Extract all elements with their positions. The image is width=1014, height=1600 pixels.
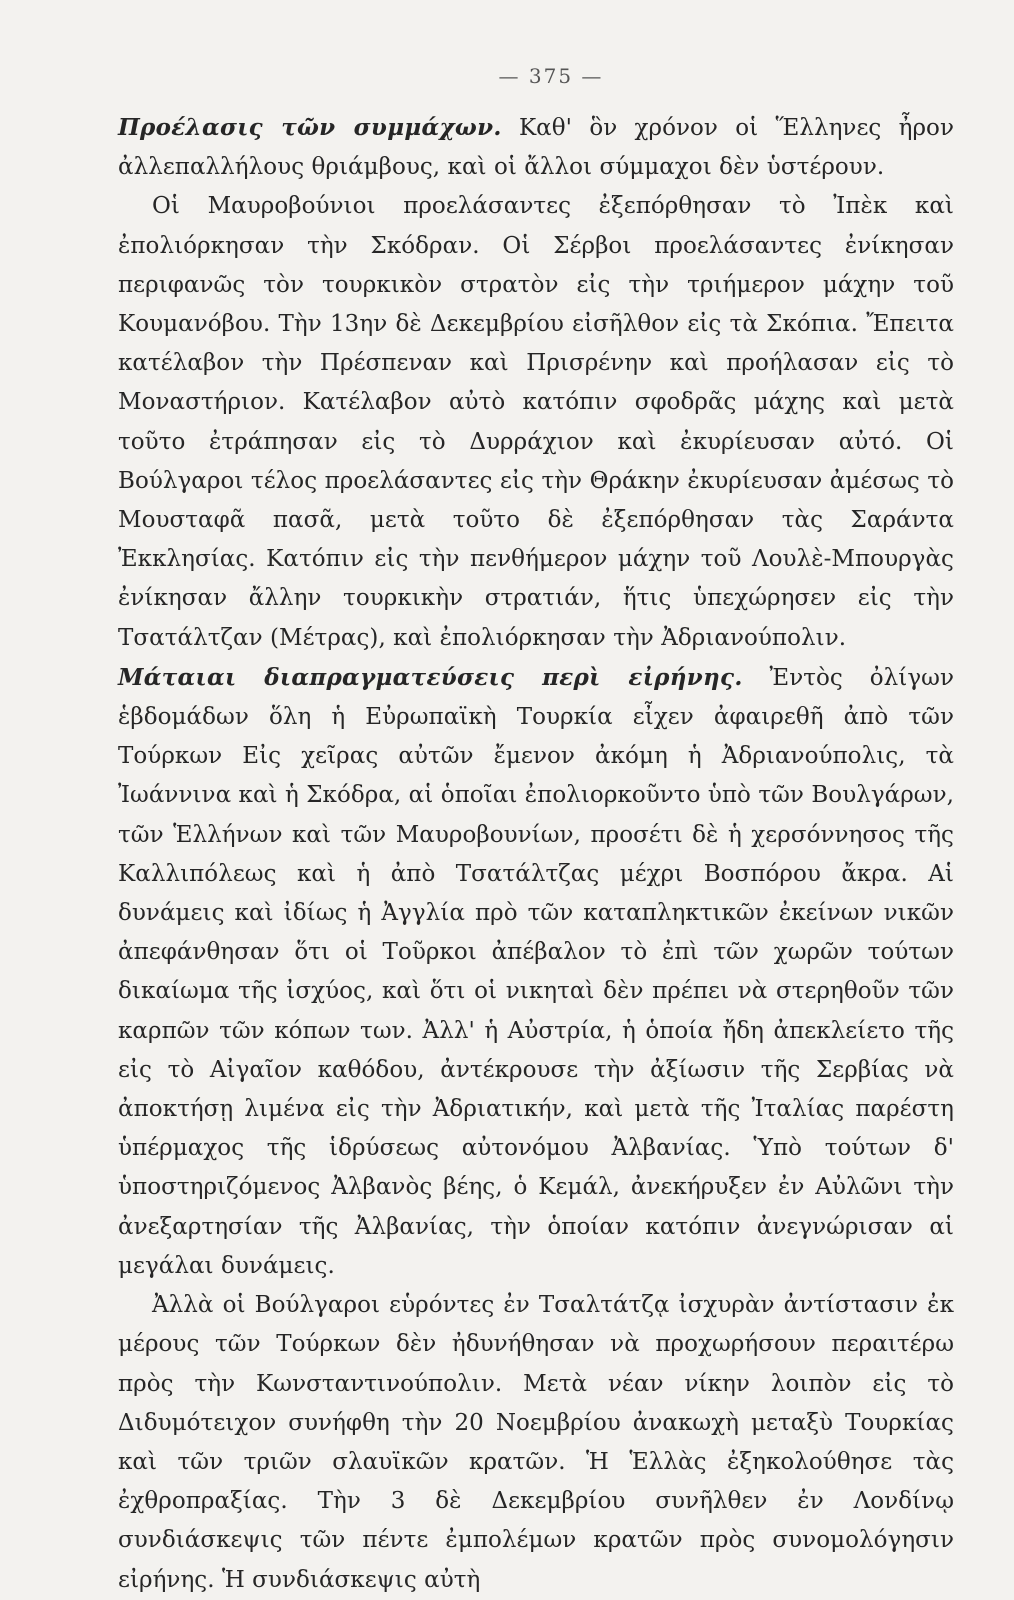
paragraph-allied-advance — [118, 108, 954, 187]
paragraph-text: Ἐντὸς ὀλίγων ἑβδομάδων ὅλη ἡ Εὐρωπαϊκὴ Τουρκία εἶχεν ἀφαιρεθῆ ἀπὸ τῶν Τούρκων Εἰς χεῖρας αὐτῶν ἔμενον ἀκόμη ἡ Ἀδριανούπολις, τὰ Ἰωάννινα καὶ ἡ Σκόδρα, αἱ ὁποῖαι ἐπολιορκοῦντο ὑπὸ τῶν Βουλγάρων, τῶν Ἑλλήνων καὶ τῶν Μαυροβουνίων, προσέτι δὲ ἡ χερσόννησος τῆς Καλλιπόλεως καὶ ἡ ἀπὸ Τσατάλτζας μέχρι Βοσπόρου ἄκρα. Αἱ δυνάμεις καὶ ἰδίως ἡ Ἀγγλία πρὸ τῶν καταπληκτικῶν ἐκείνων νικῶν ἀπεφάνθησαν ὅτι οἱ Τοῦρκοι ἀπέβαλον τὸ ἐπὶ τῶν χωρῶν τούτων δικαίωμα τῆς ἰσχύος, καὶ ὅτι οἱ νικηταὶ δὲν πρέπει νὰ στερηθοῦν τῶν καρπῶν τῶν κόπων των. Ἀλλ' ἡ Αὐστρία, ἡ ὁποία ἤδη ἀπεκλείετο τῆς εἰς τὸ Αἰγαῖον καθόδου, ἀντέκρουσε τὴν ἀξίωσιν τῆς Σερβίας νὰ ἀποκτήσῃ λιμένα εἰς τὴν Ἀδριατικήν, καὶ μετὰ τῆς Ἰταλίας παρέστη ὑπέρμαχος τῆς ἱδρύσεως αὐτονόμου Ἀλβανίας. Ὑπὸ τούτων δ' ὑποστηριζόμενος Ἀλβανὸς βέης, ὁ Κεμάλ, ἀνεκήρυξεν ἐν Αὐλῶνι τὴν ἀνεξαρτησίαν τῆς Ἀλβανίας, τὴν ὁποίαν κατόπιν ἀνεγνώρισαν αἱ μεγάλαι δυνάμεις. — [118, 664, 954, 1279]
paragraph-armistice-london — [118, 1286, 954, 1600]
section-heading-peace-negotiations: Μάταιαι διαπραγματεύσεις περὶ εἰρήνης. — [118, 663, 743, 691]
paragraph-montenegro-serbia-bulgaria — [118, 187, 954, 657]
section-heading-allied-advance: Προέλασις τῶν συμμάχων. — [118, 114, 502, 141]
text-body — [118, 108, 954, 1600]
paragraph-text: Οἱ Μαυροβούνιοι προελάσαντες ἐξεπόρθησαν τὸ Ἰπὲκ καὶ ἐπολιόρκησαν τὴν Σκόδραν. Οἱ Σέρβοι προελάσαντες ἐνίκησαν περιφανῶς τὸν τουρκικὸν στρατὸν εἰς τὴν τριήμερον μάχην τοῦ Κουμανόβου. Τὴν 13ην δὲ Δεκεμβρίου εἰσῆλθον εἰς τὰ Σκόπια. Ἔπειτα κατέλαβον τὴν Πρέσπεναν καὶ Πρισρένην καὶ προήλασαν εἰς τὸ Μοναστήριον. Κατέλαβον αὐτὸ κατόπιν σφοδρᾶς μάχης καὶ μετὰ τοῦτο ἐτράπησαν εἰς τὸ Δυρράχιον καὶ ἐκυρίευσαν αὐτό. Οἱ Βούλγαροι τέλος προελάσαντες εἰς τὴν Θράκην ἐκυρίευσαν ἀμέσως τὸ Μουσταφᾶ πασᾶ, μετὰ τοῦτο δὲ ἐξεπόρθησαν τὰς Σαράντα Ἐκκλησίας. Κατόπιν εἰς τὴν πενθήμερον μάχην τοῦ Λουλὲ-Μπουργὰς ἐνίκησαν ἄλλην τουρκικὴν στρατιάν, ἥτις ὑπεχώρησεν εἰς τὴν Τσατάλτζαν (Μέτρας), καὶ ἐπολιόρκησαν τὴν Ἀδριανούπολιν. — [118, 193, 954, 651]
paragraph-text: Ἀλλὰ οἱ Βούλγαροι εὑρόντες ἐν Τσαλτάτζᾳ ἰσχυρὰν ἀντίστασιν ἐκ μέρους τῶν Τούρκων δὲν ἠδυνήθησαν νὰ προχωρήσουν περαιτέρω πρὸς τὴν Κωνσταντινούπολιν. Μετὰ νέαν νίκην λοιπὸν εἰς τὸ Διδυμότειχον συνήφθη τὴν 20 Νοεμβρίου ἀνακωχὴ μεταξὺ Τουρκίας καὶ τῶν τριῶν σλαυϊκῶν κρατῶν. Ἡ Ἑλλὰς ἐξηκολούθησε τὰς ἐχθροπραξίας. Τὴν 3 δὲ Δεκεμβρίου συνῆλθεν ἐν Λονδίνῳ συνδιάσκεψις τῶν πέντε ἐμπολέμων κρατῶν πρὸς συνομολόγησιν εἰρήνης. Ἡ συνδιάσκεψις αὐτὴ — [118, 1292, 954, 1593]
page-number: — 375 — — [498, 64, 604, 88]
paragraph-peace-negotiations — [118, 658, 954, 1286]
paragraph-text: Καθ' ὃν χρόνον οἱ Ἕλληνες ἦρον ἀλλεπαλλήλους θριάμβους, καὶ οἱ ἄλλοι σύμμαχοι δὲν ὑστέρουν. — [118, 115, 954, 181]
